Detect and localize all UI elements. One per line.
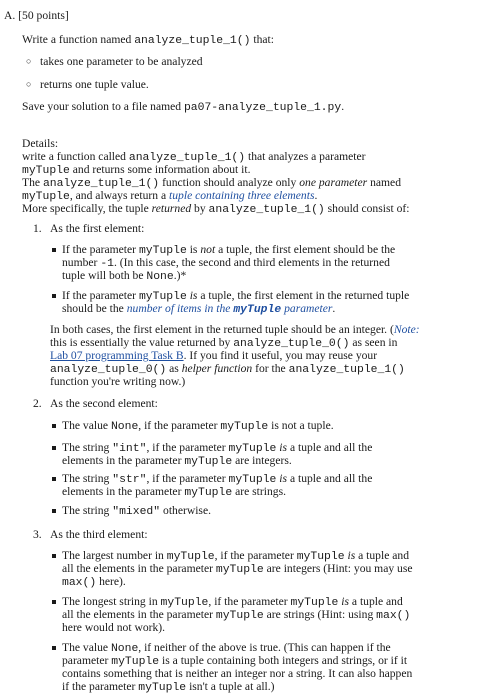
list-number: 3. xyxy=(33,528,42,541)
paragraph-text: this is essentially the value returned by analyze_tuple_0() as seen in xyxy=(50,336,398,350)
bullet-text: here would not work). xyxy=(62,621,166,634)
bullet-text: all the elements in the parameter myTuple are integers (Hint: you may use xyxy=(62,562,413,576)
bullet-text: The value None, if the parameter myTuple is not a tuple. xyxy=(62,419,334,433)
list-number: 1. xyxy=(33,222,42,235)
square-bullet-icon xyxy=(52,646,56,650)
bullet-text: The longest string in myTuple, if the parameter myTuple is a tuple and xyxy=(62,595,403,609)
bullet-text: contains something that is neither an integer nor a string. It can also happen xyxy=(62,667,413,680)
bullet-text: elements in the parameter myTuple are strings. xyxy=(62,485,286,499)
list-number: 2. xyxy=(33,397,42,410)
bullet-text: The largest number in myTuple, if the parameter myTuple is a tuple and xyxy=(62,549,409,563)
requirement-item: returns one tuple value. xyxy=(40,78,149,91)
intro-sentence: Write a function named analyze_tuple_1() that: xyxy=(22,33,274,47)
square-bullet-icon xyxy=(52,477,56,481)
details-text: myTuple and returns some information about it. xyxy=(22,163,251,177)
bullet-text: The string "mixed" otherwise. xyxy=(62,504,211,518)
bullet-text: max() here). xyxy=(62,575,126,589)
bullet-text: if the parameter myTuple isn't a tuple at all.) xyxy=(62,680,275,694)
requirement-item: takes one parameter to be analyzed xyxy=(40,55,203,68)
details-text: write a function called analyze_tuple_1() that analyzes a parameter xyxy=(22,150,366,164)
square-bullet-icon xyxy=(52,424,56,428)
bullet-text: tuple will both be None.)* xyxy=(62,269,187,283)
hollow-bullet-icon: ○ xyxy=(26,79,32,89)
bullet-text: all the elements in the parameter myTuple are strings (Hint: using max() xyxy=(62,608,411,622)
list-item-title: As the third element: xyxy=(50,528,148,541)
details-text: myTuple, and always return a tuple containing three elements. xyxy=(22,189,318,203)
paragraph-text: analyze_tuple_0() as helper function for the analyze_tuple_1() xyxy=(50,362,405,376)
lab-task-link[interactable]: Lab 07 programming Task B xyxy=(50,349,184,362)
bullet-text: should be the number of items in the myTuple parameter. xyxy=(62,302,336,316)
bullet-text: If the parameter myTuple is not a tuple, the first element should be the xyxy=(62,243,396,257)
paragraph-text: function you're writing now.) xyxy=(50,375,186,388)
question-label: A. [50 points] xyxy=(4,9,69,22)
bullet-text: The value None, if neither of the above is true. (This can happen if the xyxy=(62,641,391,655)
details-text: The analyze_tuple_1() function should analyze only one parameter named xyxy=(22,176,401,190)
list-item-title: As the second element: xyxy=(50,397,158,410)
square-bullet-icon xyxy=(52,248,56,252)
square-bullet-icon xyxy=(52,294,56,298)
paragraph-text: In both cases, the first element in the returned tuple should be an integer. (Note: xyxy=(50,323,420,336)
hollow-bullet-icon: ○ xyxy=(26,56,32,66)
details-heading: Details: xyxy=(22,137,59,150)
bullet-text: The string "int", if the parameter myTuple is a tuple and all the xyxy=(62,441,373,455)
square-bullet-icon xyxy=(52,509,56,513)
bullet-text: number -1. (In this case, the second and third elements in the returned xyxy=(62,256,390,270)
bullet-text: parameter myTuple is a tuple containing both integers and strings, or if it xyxy=(62,654,408,668)
details-text: More specifically, the tuple returned by analyze_tuple_1() should consist of: xyxy=(22,202,410,216)
save-instruction: Save your solution to a file named pa07-analyze_tuple_1.py. xyxy=(22,100,345,114)
square-bullet-icon xyxy=(52,446,56,450)
bullet-text: If the parameter myTuple is a tuple, the first element in the returned tuple xyxy=(62,289,410,303)
paragraph-text: Lab 07 programming Task B. If you find it useful, you may reuse your xyxy=(50,349,378,362)
list-item-title: As the first element: xyxy=(50,222,145,235)
square-bullet-icon xyxy=(52,554,56,558)
square-bullet-icon xyxy=(52,600,56,604)
bullet-text: The string "str", if the parameter myTuple is a tuple and all the xyxy=(62,472,373,486)
bullet-text: elements in the parameter myTuple are integers. xyxy=(62,454,292,468)
